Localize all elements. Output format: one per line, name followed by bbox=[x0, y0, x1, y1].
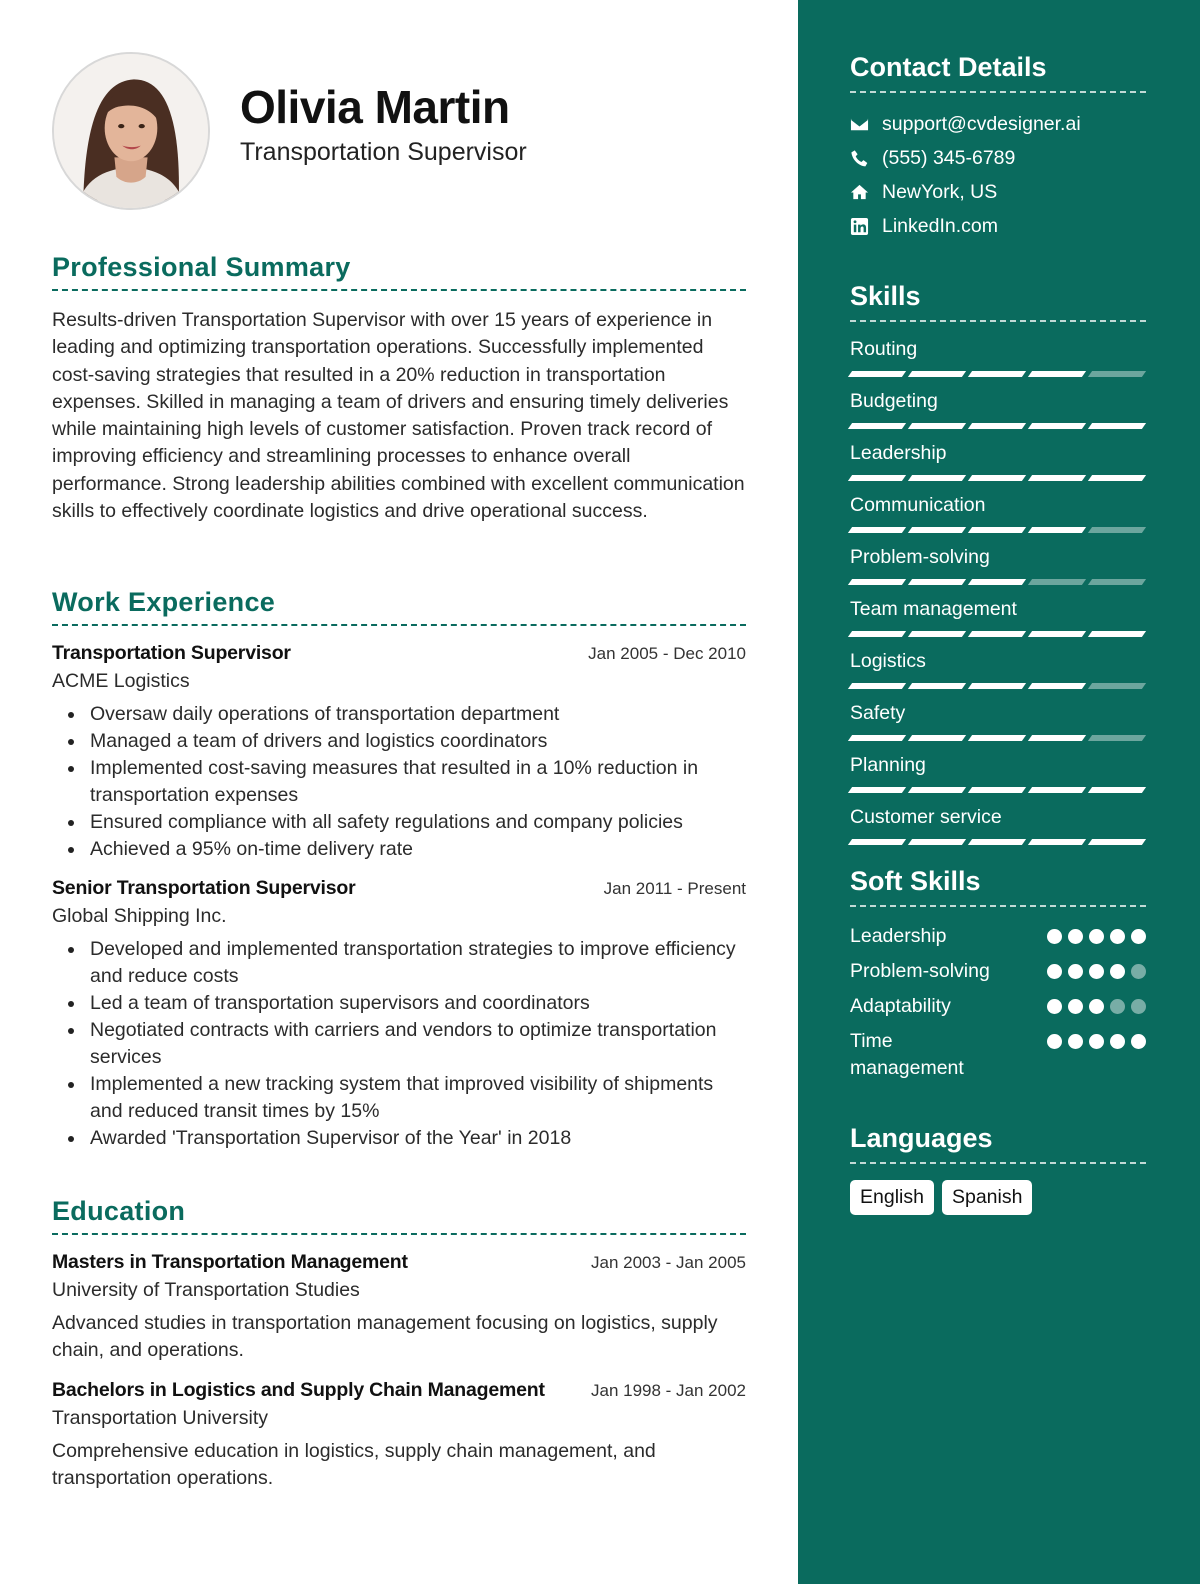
skill-level-segment bbox=[1088, 579, 1146, 585]
rating-dot bbox=[1089, 1034, 1104, 1049]
school-name: University of Transportation Studies bbox=[52, 1279, 360, 1301]
rating-dot bbox=[1089, 999, 1104, 1014]
rating-dot bbox=[1131, 929, 1146, 944]
skill-level-segment bbox=[1028, 371, 1086, 377]
job-company: Global Shipping Inc. bbox=[52, 905, 227, 927]
skill-level-segment bbox=[848, 527, 906, 533]
skill-level-segment bbox=[968, 787, 1026, 793]
skill-level-segment bbox=[968, 683, 1026, 689]
rating-dot bbox=[1068, 1034, 1083, 1049]
language-tag: Spanish bbox=[942, 1180, 1032, 1215]
soft-skill-name: Leadership bbox=[850, 925, 947, 947]
skill-level-segment bbox=[848, 631, 906, 637]
skill-level-segment bbox=[968, 371, 1026, 377]
job-bullet: Implemented a new tracking system that improved visibility of shipments and reduced transit times by 15% bbox=[52, 1071, 746, 1125]
envelope-icon bbox=[850, 115, 882, 134]
skills-heading: Skills bbox=[850, 281, 1146, 322]
languages-heading: Languages bbox=[850, 1123, 1146, 1164]
skill-level-segment bbox=[1088, 423, 1146, 429]
contact-heading: Contact Details bbox=[850, 52, 1146, 93]
skill-level-segment bbox=[1028, 839, 1086, 845]
profile-photo-image bbox=[54, 54, 208, 208]
skill-level-segment bbox=[1088, 371, 1146, 377]
degree-title: Masters in Transportation Management bbox=[52, 1251, 408, 1273]
education-dates: Jan 1998 - Jan 2002 bbox=[590, 1380, 746, 1400]
job-dates: Jan 2005 - Dec 2010 bbox=[588, 644, 746, 663]
skill-level-segment bbox=[968, 631, 1026, 637]
soft-skill-item bbox=[850, 923, 1146, 950]
skill-level-bar bbox=[850, 787, 1146, 793]
soft-skill-item bbox=[850, 1028, 1146, 1082]
job-bullet: Developed and implemented transportation strategies to improve efficiency and reduce costs bbox=[52, 936, 746, 990]
skills-list bbox=[850, 338, 1146, 845]
skill-level-segment bbox=[848, 423, 906, 429]
language-tag: English bbox=[850, 1180, 934, 1215]
phone-icon bbox=[850, 149, 882, 168]
skill-name: Routing bbox=[850, 338, 918, 360]
home-icon bbox=[850, 183, 882, 202]
skill-level-segment bbox=[968, 839, 1026, 845]
skill-level-segment bbox=[908, 475, 966, 481]
job-bullet: Managed a team of drivers and logistics coordinators bbox=[52, 728, 746, 755]
skill-level-segment bbox=[1088, 475, 1146, 481]
soft-skills-list bbox=[850, 923, 1146, 1082]
skill-item bbox=[850, 338, 1146, 377]
soft-skills-heading: Soft Skills bbox=[850, 866, 1146, 907]
education-description: Advanced studies in transportation management focusing on logistics, supply chain, and operations. bbox=[52, 1312, 718, 1362]
skill-level-segment bbox=[1028, 787, 1086, 793]
rating-dot bbox=[1047, 999, 1062, 1014]
soft-skill-rating bbox=[1047, 999, 1146, 1014]
rating-dot bbox=[1047, 929, 1062, 944]
skill-level-segment bbox=[968, 475, 1026, 481]
skill-level-segment bbox=[1088, 839, 1146, 845]
candidate-title: Transportation Supervisor bbox=[240, 138, 527, 166]
skill-level-segment bbox=[908, 683, 966, 689]
skill-level-segment bbox=[848, 735, 906, 741]
job-entry bbox=[52, 877, 746, 1152]
skill-item bbox=[850, 806, 1146, 845]
rating-dot bbox=[1089, 964, 1104, 979]
job-company: ACME Logistics bbox=[52, 670, 190, 692]
contact-location-text: NewYork, US bbox=[882, 180, 998, 203]
skill-level-segment bbox=[908, 839, 966, 845]
skill-level-segment bbox=[908, 527, 966, 533]
skill-level-segment bbox=[1028, 631, 1086, 637]
contact-location bbox=[850, 175, 1146, 209]
skill-level-bar bbox=[850, 579, 1146, 585]
profile-photo bbox=[52, 52, 210, 210]
rating-dot bbox=[1110, 999, 1125, 1014]
job-bullet: Negotiated contracts with carriers and vendors to optimize transportation services bbox=[52, 1017, 746, 1071]
skill-item bbox=[850, 650, 1146, 689]
job-bullet: Ensured compliance with all safety regulations and company policies bbox=[52, 809, 746, 836]
skill-level-bar bbox=[850, 735, 1146, 741]
skill-item bbox=[850, 598, 1146, 637]
skill-level-segment bbox=[968, 527, 1026, 533]
skill-level-segment bbox=[1028, 475, 1086, 481]
skill-level-segment bbox=[1088, 683, 1146, 689]
skill-level-segment bbox=[908, 631, 966, 637]
rating-dot bbox=[1047, 1034, 1062, 1049]
soft-skill-rating bbox=[1047, 1034, 1146, 1049]
rating-dot bbox=[1131, 1034, 1146, 1049]
job-bullets bbox=[52, 701, 746, 863]
skill-level-bar bbox=[850, 683, 1146, 689]
skill-name: Communication bbox=[850, 494, 986, 516]
skill-name: Problem-solving bbox=[850, 546, 990, 568]
education-entry bbox=[52, 1379, 746, 1493]
skill-name: Leadership bbox=[850, 442, 947, 464]
job-bullet: Led a team of transportation supervisors and coordinators bbox=[52, 990, 746, 1017]
skill-level-bar bbox=[850, 839, 1146, 845]
skill-item bbox=[850, 702, 1146, 741]
skill-level-bar bbox=[850, 423, 1146, 429]
skill-item bbox=[850, 390, 1146, 429]
skill-level-segment bbox=[848, 579, 906, 585]
skill-item bbox=[850, 546, 1146, 585]
job-dates: Jan 2011 - Present bbox=[603, 879, 746, 898]
skill-level-segment bbox=[1028, 683, 1086, 689]
soft-skill-name: Time management bbox=[850, 1030, 964, 1079]
soft-skill-name: Adaptability bbox=[850, 995, 951, 1017]
skill-level-segment bbox=[1088, 631, 1146, 637]
summary-section bbox=[52, 252, 746, 525]
skill-name: Team management bbox=[850, 598, 1017, 620]
contact-phone[interactable] bbox=[850, 141, 1146, 175]
rating-dot bbox=[1068, 964, 1083, 979]
skill-item bbox=[850, 754, 1146, 793]
job-bullets bbox=[52, 936, 746, 1152]
skill-level-bar bbox=[850, 527, 1146, 533]
soft-skill-rating bbox=[1047, 929, 1146, 944]
soft-skills-section bbox=[850, 866, 1146, 1082]
skill-level-segment bbox=[908, 371, 966, 377]
skill-level-segment bbox=[968, 735, 1026, 741]
skill-level-segment bbox=[848, 839, 906, 845]
soft-skill-item bbox=[850, 993, 1146, 1020]
skill-item bbox=[850, 494, 1146, 533]
linkedin-icon bbox=[850, 217, 882, 236]
education-dates: Jan 2003 - Jan 2005 bbox=[590, 1253, 746, 1272]
skill-level-segment bbox=[848, 371, 906, 377]
skill-level-segment bbox=[1088, 735, 1146, 741]
candidate-name: Olivia Martin bbox=[240, 81, 510, 133]
rating-dot bbox=[1110, 1034, 1125, 1049]
education-heading: Education bbox=[52, 1196, 746, 1235]
skill-level-bar bbox=[850, 631, 1146, 637]
rating-dot bbox=[1089, 929, 1104, 944]
skill-level-segment bbox=[968, 579, 1026, 585]
skill-level-bar bbox=[850, 371, 1146, 377]
skill-level-segment bbox=[908, 787, 966, 793]
job-bullet: Oversaw daily operations of transportation department bbox=[52, 701, 746, 728]
soft-skill-name: Problem-solving bbox=[850, 960, 990, 982]
skill-name: Planning bbox=[850, 754, 926, 776]
job-bullet: Achieved a 95% on-time delivery rate bbox=[52, 836, 746, 863]
contact-email[interactable] bbox=[850, 107, 1146, 141]
skill-level-segment bbox=[848, 787, 906, 793]
skill-level-segment bbox=[968, 423, 1026, 429]
rating-dot bbox=[1068, 999, 1083, 1014]
rating-dot bbox=[1131, 964, 1146, 979]
contact-linkedin[interactable] bbox=[850, 209, 1146, 243]
education-description: Comprehensive education in logistics, supply chain management, and transportation operations. bbox=[52, 1439, 656, 1489]
sidebar bbox=[798, 0, 1200, 1584]
skill-level-segment bbox=[908, 735, 966, 741]
rating-dot bbox=[1110, 929, 1125, 944]
rating-dot bbox=[1047, 964, 1062, 979]
skill-level-segment bbox=[908, 579, 966, 585]
skill-level-segment bbox=[1028, 579, 1086, 585]
rating-dot bbox=[1110, 964, 1125, 979]
job-bullet: Implemented cost-saving measures that resulted in a 10% reduction in transportation expenses bbox=[52, 755, 746, 809]
skill-level-segment bbox=[1088, 527, 1146, 533]
soft-skill-rating bbox=[1047, 964, 1146, 979]
skill-item bbox=[850, 442, 1146, 481]
skill-level-segment bbox=[1028, 527, 1086, 533]
degree-title: Bachelors in Logistics and Supply Chain Management bbox=[52, 1378, 545, 1401]
skills-section bbox=[850, 281, 1146, 845]
skill-level-segment bbox=[908, 423, 966, 429]
job-title: Senior Transportation Supervisor bbox=[52, 877, 356, 899]
education-entry bbox=[52, 1251, 746, 1365]
experience-section bbox=[52, 587, 746, 1152]
summary-heading: Professional Summary bbox=[52, 252, 746, 291]
experience-heading: Work Experience bbox=[52, 587, 746, 626]
school-name: Transportation University bbox=[52, 1406, 269, 1429]
languages-section bbox=[850, 1123, 1146, 1215]
contact-linkedin-text: LinkedIn.com bbox=[882, 214, 998, 237]
rating-dot bbox=[1068, 929, 1083, 944]
rating-dot bbox=[1131, 999, 1146, 1014]
skill-level-bar bbox=[850, 475, 1146, 481]
languages-list bbox=[850, 1180, 1146, 1215]
contact-email-text: support@cvdesigner.ai bbox=[882, 112, 1081, 135]
contact-phone-text: (555) 345-6789 bbox=[882, 146, 1016, 169]
education-section bbox=[52, 1196, 746, 1492]
skill-name: Budgeting bbox=[850, 390, 938, 412]
skill-name: Customer service bbox=[850, 806, 1002, 828]
job-title: Transportation Supervisor bbox=[52, 642, 291, 664]
skill-level-segment bbox=[1028, 735, 1086, 741]
skill-level-segment bbox=[848, 475, 906, 481]
job-entry bbox=[52, 642, 746, 863]
soft-skill-item bbox=[850, 958, 1146, 985]
skill-level-segment bbox=[1088, 787, 1146, 793]
skill-name: Safety bbox=[850, 702, 906, 724]
job-bullet: Awarded 'Transportation Supervisor of the Year' in 2018 bbox=[52, 1125, 746, 1152]
skill-level-segment bbox=[848, 683, 906, 689]
skill-level-segment bbox=[1028, 423, 1086, 429]
contact-section bbox=[850, 52, 1146, 243]
skill-name: Logistics bbox=[850, 650, 926, 672]
summary-text: Results-driven Transportation Supervisor with over 15 years of experience in leading and optimizing transportation operations. Successfully implemented cost-saving strategies that resulted in a 20% reduction in transportation expenses. Skilled in managing a team of drivers and ensuring timely deliveries while maintaining high levels of customer satisfaction. Proven track record of improving efficiency and streamlining processes to enhance overall performance. Strong leadership abilities combined with excellent communication skills to effectively coordinate logistics and drive operational success. bbox=[52, 309, 745, 523]
